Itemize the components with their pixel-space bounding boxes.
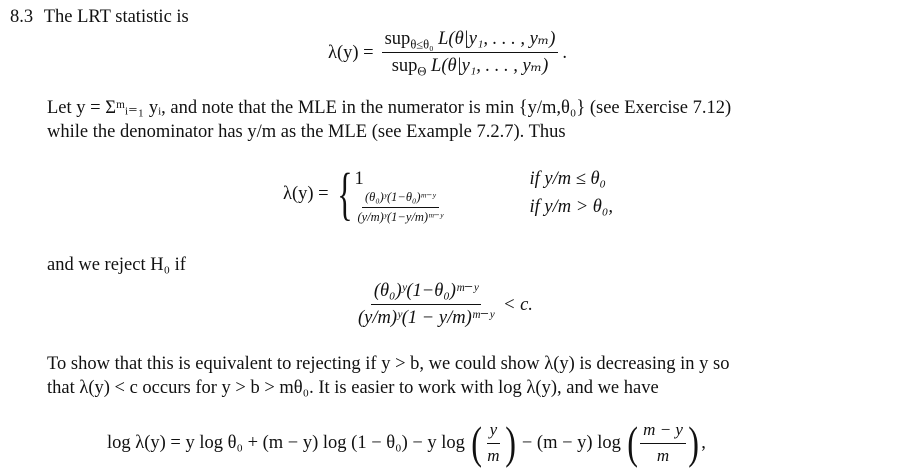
case-2 <box>354 189 613 224</box>
lrt-lhs: λ(y) = <box>328 42 374 63</box>
case-2-numerator: (θ₀)ʸ(1−θ₀)ᵐ⁻ʸ <box>362 190 439 208</box>
right-paren: ) <box>504 417 516 468</box>
log-equation-end: , <box>701 432 706 453</box>
paragraph-2-line-2: that λ(y) < c occurs for y > b > mθ₀. It is easier to work with log λ(y), and we have <box>47 378 659 398</box>
reject-text: and we reject H₀ if <box>47 255 186 275</box>
piecewise-lambda <box>283 161 613 226</box>
sup-operator: sup <box>384 29 411 49</box>
lrt-period: . <box>562 42 567 63</box>
frac2-numerator: m − y <box>640 420 686 443</box>
reject-rhs: < c. <box>502 294 533 315</box>
sup-subscript: θ≤θ₀ <box>410 37 434 52</box>
reject-numerator: (θ₀)ʸ(1−θ₀)ᵐ⁻ʸ <box>371 280 481 305</box>
lrt-fraction <box>382 28 559 77</box>
section-number: 8.3 <box>10 7 34 27</box>
reject-inequality <box>355 280 533 329</box>
left-brace: { <box>336 161 353 226</box>
left-paren: ( <box>627 417 638 468</box>
intro-text: The LRT statistic is <box>43 7 189 27</box>
log-equation-left: log λ(y) = y log θ₀ + (m − y) log (1 − θ₀) − y log <box>107 432 465 453</box>
case-1 <box>354 166 613 192</box>
lrt-denominator <box>389 53 552 77</box>
reject-denominator: (y/m)ʸ(1 − y/m)ᵐ⁻ʸ <box>358 308 494 329</box>
sup-operator: sup <box>391 56 418 77</box>
case-2-fraction <box>354 190 446 225</box>
frac1-numerator: y <box>487 420 501 443</box>
paragraph-1-line-2: while the denominator has y/m as the MLE (see Example 7.2.7). Thus <box>47 122 566 142</box>
likelihood-expression: L(θ|y₁, . . . , yₘ) <box>438 29 556 49</box>
frac1-denominator: m <box>487 445 500 465</box>
log-equation-mid: − (m − y) log <box>521 432 621 453</box>
left-paren: ( <box>471 417 482 468</box>
piecewise-lhs: λ(y) = <box>283 183 329 204</box>
case-2-value <box>354 190 529 225</box>
case-2-denominator: (y/m)ʸ(1−y/m)ᵐ⁻ʸ <box>357 209 444 224</box>
reject-fraction <box>355 280 497 329</box>
log-fraction-2 <box>640 420 686 466</box>
frac2-denominator: m <box>656 445 670 465</box>
lrt-numerator <box>382 28 559 53</box>
case-2-condition: if y/m > θ₀, <box>529 196 613 217</box>
piecewise-cases <box>354 166 613 222</box>
likelihood-expression: L(θ|y₁, . . . , yₘ) <box>431 56 549 77</box>
lrt-definition <box>328 28 567 77</box>
case-1-value: 1 <box>354 168 364 189</box>
paragraph-1-line-1: Let y = Σᵐᵢ₌₁ yᵢ, and note that the MLE in the numerator is min {y/m,θ₀} (see Exercise 7.12) <box>47 98 732 118</box>
log-lambda-equation <box>107 417 706 468</box>
paragraph-2-line-1: To show that this is equivalent to rejecting if y > b, we could show λ(y) is decreasing in y so <box>47 354 730 374</box>
case-1-condition: if y/m ≤ θ₀ <box>529 168 606 189</box>
problem-header <box>10 6 189 28</box>
right-paren: ) <box>688 417 699 468</box>
sup-subscript: Θ <box>417 64 427 79</box>
log-fraction-1 <box>484 420 502 466</box>
